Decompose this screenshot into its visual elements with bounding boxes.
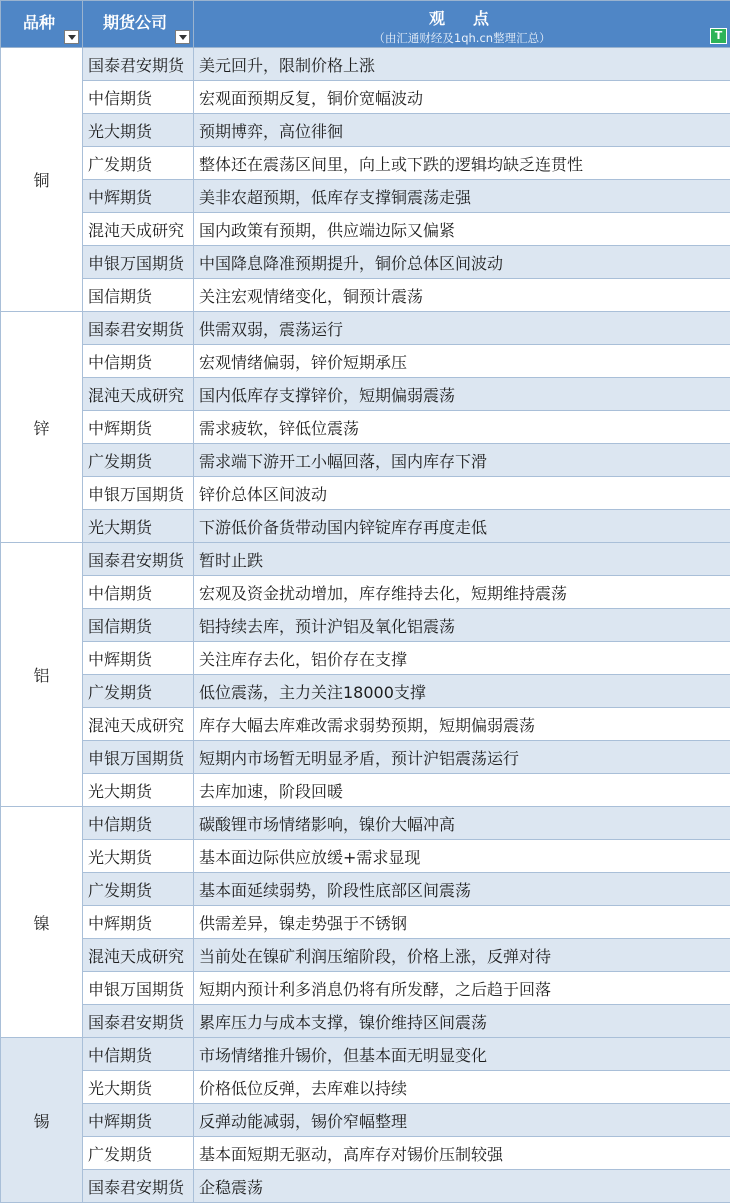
company-cell: 混沌天成研究 — [83, 213, 194, 246]
view-cell: 整体还在震荡区间里，向上或下跌的逻辑均缺乏连贯性 — [194, 147, 730, 180]
view-cell: 市场情绪推升锡价，但基本面无明显变化 — [194, 1038, 730, 1071]
company-filter-dropdown-icon[interactable] — [175, 30, 190, 44]
table-row — [1, 873, 730, 906]
variety-cell: 锡 — [1, 1038, 83, 1203]
company-cell: 中辉期货 — [83, 1104, 194, 1137]
company-cell: 申银万国期货 — [83, 477, 194, 510]
table-row — [1, 246, 730, 279]
view-cell: 反弹动能减弱，锡价窄幅整理 — [194, 1104, 730, 1137]
view-cell: 宏观情绪偏弱，锌价短期承压 — [194, 345, 730, 378]
view-cell: 短期内市场暂无明显矛盾，预计沪铝震荡运行 — [194, 741, 730, 774]
table-row — [1, 840, 730, 873]
table-row — [1, 906, 730, 939]
view-cell: 基本面延续弱势，阶段性底部区间震荡 — [194, 873, 730, 906]
company-cell: 光大期货 — [83, 114, 194, 147]
table-row — [1, 477, 730, 510]
view-cell: 需求疲软，锌低位震荡 — [194, 411, 730, 444]
view-cell: 供需差异，镍走势强于不锈钢 — [194, 906, 730, 939]
view-cell: 铝持续去库，预计沪铝及氧化铝震荡 — [194, 609, 730, 642]
company-cell: 中信期货 — [83, 576, 194, 609]
view-cell: 基本面短期无驱动，高库存对锡价压制较强 — [194, 1137, 730, 1170]
view-cell: 锌价总体区间波动 — [194, 477, 730, 510]
variety-cell: 锌 — [1, 312, 83, 543]
company-cell: 中信期货 — [83, 807, 194, 840]
view-cell: 基本面边际供应放缓+需求显现 — [194, 840, 730, 873]
table-row — [1, 675, 730, 708]
company-cell: 国信期货 — [83, 609, 194, 642]
company-cell: 中辉期货 — [83, 411, 194, 444]
header-variety — [1, 1, 83, 48]
view-filter-active-icon[interactable]: T — [710, 28, 727, 44]
table-row — [1, 345, 730, 378]
company-cell: 国泰君安期货 — [83, 1005, 194, 1038]
table-row — [1, 642, 730, 675]
table-row — [1, 1038, 730, 1071]
table-row — [1, 180, 730, 213]
view-cell: 累库压力与成本支撑，镍价维持区间震荡 — [194, 1005, 730, 1038]
company-cell: 广发期货 — [83, 1137, 194, 1170]
view-cell: 企稳震荡 — [194, 1170, 730, 1203]
company-cell: 国泰君安期货 — [83, 1170, 194, 1203]
company-cell: 广发期货 — [83, 147, 194, 180]
table-row — [1, 510, 730, 543]
view-cell: 低位震荡，主力关注18000支撑 — [194, 675, 730, 708]
table-row — [1, 279, 730, 312]
company-cell: 国泰君安期货 — [83, 48, 194, 81]
table-row — [1, 81, 730, 114]
company-cell: 混沌天成研究 — [83, 939, 194, 972]
table-row — [1, 807, 730, 840]
table-row — [1, 609, 730, 642]
table-row — [1, 741, 730, 774]
view-cell: 国内低库存支撑锌价，短期偏弱震荡 — [194, 378, 730, 411]
view-cell: 宏观面预期反复，铜价宽幅波动 — [194, 81, 730, 114]
view-cell: 去库加速，阶段回暖 — [194, 774, 730, 807]
company-cell: 光大期货 — [83, 774, 194, 807]
view-cell: 价格低位反弹，去库难以持续 — [194, 1071, 730, 1104]
table-row — [1, 378, 730, 411]
header-view-sublabel: （由汇通财经及1qh.cn整理汇总） — [194, 30, 730, 46]
header-variety-label: 品种 — [1, 1, 82, 33]
company-cell: 申银万国期货 — [83, 972, 194, 1005]
header-company — [83, 1, 194, 48]
view-cell: 预期博弈，高位徘徊 — [194, 114, 730, 147]
table-row — [1, 411, 730, 444]
view-cell: 宏观及资金扰动增加，库存维持去化，短期维持震荡 — [194, 576, 730, 609]
company-cell: 光大期货 — [83, 840, 194, 873]
table-row — [1, 1104, 730, 1137]
table-row — [1, 1170, 730, 1203]
company-cell: 中辉期货 — [83, 906, 194, 939]
header-row — [1, 1, 730, 48]
view-cell: 需求端下游开工小幅回落，国内库存下滑 — [194, 444, 730, 477]
table-row — [1, 576, 730, 609]
view-cell: 关注宏观情绪变化，铜预计震荡 — [194, 279, 730, 312]
view-cell: 碳酸锂市场情绪影响，镍价大幅冲高 — [194, 807, 730, 840]
company-cell: 申银万国期货 — [83, 741, 194, 774]
company-cell: 广发期货 — [83, 444, 194, 477]
table-row — [1, 1071, 730, 1104]
table-row — [1, 543, 730, 576]
table-row — [1, 708, 730, 741]
table-row — [1, 972, 730, 1005]
variety-cell: 铜 — [1, 48, 83, 312]
company-cell: 中信期货 — [83, 1038, 194, 1071]
company-cell: 申银万国期货 — [83, 246, 194, 279]
table-row — [1, 1005, 730, 1038]
variety-cell: 镍 — [1, 807, 83, 1038]
table-row — [1, 114, 730, 147]
company-cell: 中信期货 — [83, 345, 194, 378]
company-cell: 广发期货 — [83, 675, 194, 708]
header-view-label: 观 点 — [194, 1, 730, 29]
view-cell: 当前处在镍矿利润压缩阶段，价格上涨，反弹对待 — [194, 939, 730, 972]
view-cell: 暂时止跌 — [194, 543, 730, 576]
view-cell: 美非农超预期，低库存支撑铜震荡走强 — [194, 180, 730, 213]
company-cell: 广发期货 — [83, 873, 194, 906]
company-cell: 中辉期货 — [83, 180, 194, 213]
variety-filter-dropdown-icon[interactable] — [64, 30, 79, 44]
view-cell: 关注库存去化，铝价存在支撑 — [194, 642, 730, 675]
table-row — [1, 147, 730, 180]
company-cell: 国信期货 — [83, 279, 194, 312]
table-row — [1, 48, 730, 81]
company-cell: 混沌天成研究 — [83, 708, 194, 741]
view-cell: 下游低价备货带动国内锌锭库存再度走低 — [194, 510, 730, 543]
table-row — [1, 1137, 730, 1170]
view-cell: 库存大幅去库难改需求弱势预期，短期偏弱震荡 — [194, 708, 730, 741]
table-body — [1, 48, 730, 1203]
header-view — [194, 1, 730, 48]
variety-cell: 铝 — [1, 543, 83, 807]
view-cell: 美元回升，限制价格上涨 — [194, 48, 730, 81]
company-cell: 国泰君安期货 — [83, 312, 194, 345]
company-cell: 国泰君安期货 — [83, 543, 194, 576]
header-company-label: 期货公司 — [83, 1, 193, 33]
company-cell: 光大期货 — [83, 510, 194, 543]
view-cell: 短期内预计利多消息仍将有所发酵，之后趋于回落 — [194, 972, 730, 1005]
view-cell: 国内政策有预期，供应端边际又偏紧 — [194, 213, 730, 246]
table-row — [1, 444, 730, 477]
table-row — [1, 774, 730, 807]
company-cell: 中辉期货 — [83, 642, 194, 675]
company-cell: 中信期货 — [83, 81, 194, 114]
view-cell: 供需双弱，震荡运行 — [194, 312, 730, 345]
table-row — [1, 213, 730, 246]
company-cell: 混沌天成研究 — [83, 378, 194, 411]
view-cell: 中国降息降准预期提升，铜价总体区间波动 — [194, 246, 730, 279]
table-row — [1, 939, 730, 972]
company-cell: 光大期货 — [83, 1071, 194, 1104]
table-row — [1, 312, 730, 345]
